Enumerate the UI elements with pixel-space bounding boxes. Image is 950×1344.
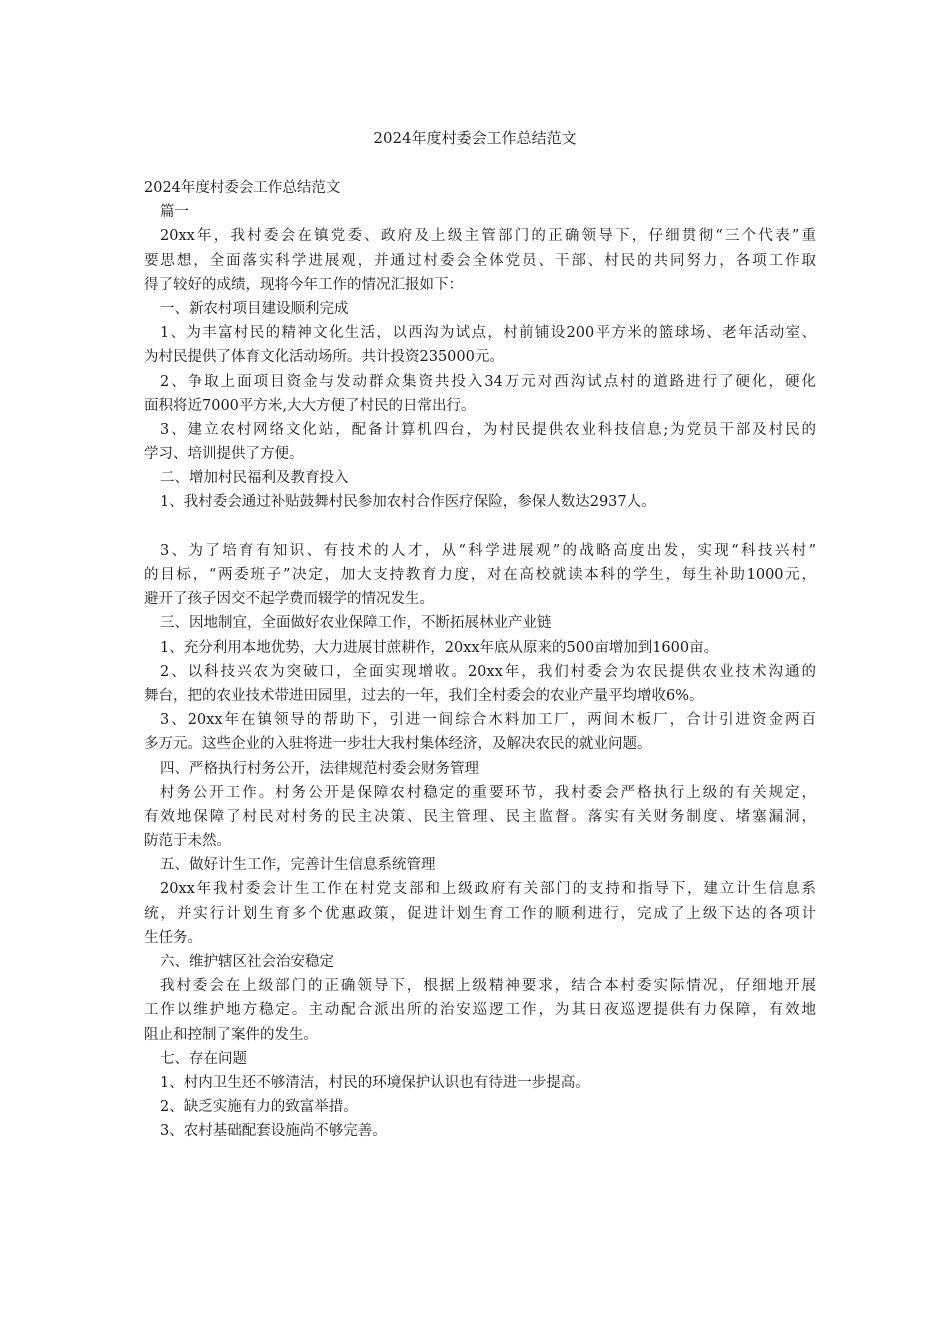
paragraph-line: 20xx年我村委会计生工作在村党支部和上级政府有关部门的支持和指导下，建立计生信息系 [160, 881, 816, 898]
paragraph-line: 学习、培训提供了方便。 [144, 446, 304, 463]
paragraph-line: 舞台，把的农业技术带进田园里，过去的一年，我们全村委会的农业产量平均增收6%。 [144, 687, 704, 704]
paragraph-line: 2、缺乏实施有力的致富举措。 [160, 1099, 358, 1116]
document-body [144, 176, 816, 1144]
paragraph-line: 四、严格执行村务公开，法律规范村委会财务管理 [160, 760, 479, 777]
paragraph-line: 统，并实行计划生育多个优惠政策，促进计划生育工作的顺利进行，完成了上级下达的各项计 [144, 905, 816, 922]
paragraph-line: 2024年度村委会工作总结范文 [144, 180, 341, 196]
paragraph-line: 我村委会在上级部门的正确领导下，根据上级精神要求，结合本村委实际情况，仔细地开展 [160, 978, 816, 995]
paragraph-line: 二、增加村民福利及教育投入 [160, 470, 349, 487]
paragraph-line: 为村民提供了体育文化活动场所。共计投资235000元。 [144, 349, 504, 366]
paragraph-line: 三、因地制宜，全面做好农业保障工作，不断拓展林业产业链 [160, 615, 552, 632]
paragraph-line: 生任务。 [144, 929, 202, 946]
paragraph-line: 3、20xx年在镇领导的帮助下，引进一间综合木料加工厂，两间木板厂，合计引进资金两百 [160, 712, 816, 729]
paragraph-line: 阻止和控制了案件的发生。 [144, 1026, 318, 1043]
paragraph-line: 2、争取上面项目资金与发动群众集资共投入34万元对西沟试点村的道路进行了硬化，硬化 [160, 373, 816, 390]
paragraph-line: 六、维护辖区社会治安稳定 [160, 954, 334, 970]
paragraph-line: 得了较好的成绩，现将今年工作的情况汇报如下： [144, 276, 463, 293]
paragraph-line: 1、村内卫生还不够清洁，村民的环境保护认识也有待进一步提高。 [160, 1074, 590, 1091]
paragraph-line: 防范于未然。 [144, 833, 231, 850]
paragraph-line: 七、存在问题 [160, 1050, 247, 1067]
paragraph-line: 20xx年，我村委会在镇党委、政府及上级主管部门的正确领导下，仔细贯彻“三个代表”重 [160, 228, 816, 245]
paragraph-line: 多万元。这些企业的入驻将进一步壮大我村集体经济，及解决农民的就业问题。 [144, 736, 652, 753]
paragraph-line: 村务公开工作。村务公开是保障农村稳定的重要环节，我村委会严格执行上级的有关规定， [160, 784, 816, 801]
paragraph-line: 篇一 [160, 204, 189, 221]
paragraph-line: 1、为丰富村民的精神文化生活，以西沟为试点，村前铺设200平方米的篮球场、老年活动室、 [160, 325, 816, 342]
document-title: 2024年度村委会工作总结范文 [373, 129, 577, 147]
paragraph-line: 要思想，全面落实科学进展观，并通过村委会全体党员、干部、村民的共同努力，各项工作取 [144, 252, 816, 269]
paragraph-line: 1、我村委会通过补贴鼓舞村民参加农村合作医疗保险，参保人数达2937人。 [160, 494, 656, 511]
paragraph-line [144, 515, 816, 539]
paragraph-line: 一、新农村项目建设顺利完成 [160, 300, 349, 317]
paragraph-line: 3、建立农村网络文化站，配备计算机四台，为村民提供农业科技信息;为党员干部及村民的 [160, 421, 816, 438]
paragraph-line: 避开了孩子因交不起学费而辍学的情况发生。 [144, 591, 434, 608]
paragraph-line: 面积将近7000平方米,大大方便了村民的日常出行。 [144, 397, 476, 414]
paragraph-line: 五、做好计生工作，完善计生信息系统管理 [160, 857, 436, 874]
paragraph-line: 2、以科技兴农为突破口，全面实现增收。20xx年，我们村委会为农民提供农业技术沟通的 [160, 663, 816, 680]
paragraph-line: 有效地保障了村民对村务的民主决策、民主管理、民主监督。落实有关财务制度、堵塞漏洞， [144, 808, 816, 825]
paragraph-line: 1、充分利用本地优势，大力进展甘蔗耕作，20xx年底从原来的500亩增加到1600亩。 [160, 639, 719, 656]
paragraph-line: 的目标，“两委班子”决定，加大支持教育力度，对在高校就读本科的学生，每生补助1000元， [144, 567, 816, 583]
paragraph-line: 3、为了培育有知识、有技术的人才，从“科学进展观”的战略高度出发，实现“科技兴村” [160, 542, 816, 559]
paragraph-line: 3、农村基础配套设施尚不够完善。 [160, 1123, 387, 1140]
paragraph-line: 工作以维护地方稳定。主动配合派出所的治安巡逻工作，为其日夜巡逻提供有力保障，有效地 [144, 1002, 816, 1019]
